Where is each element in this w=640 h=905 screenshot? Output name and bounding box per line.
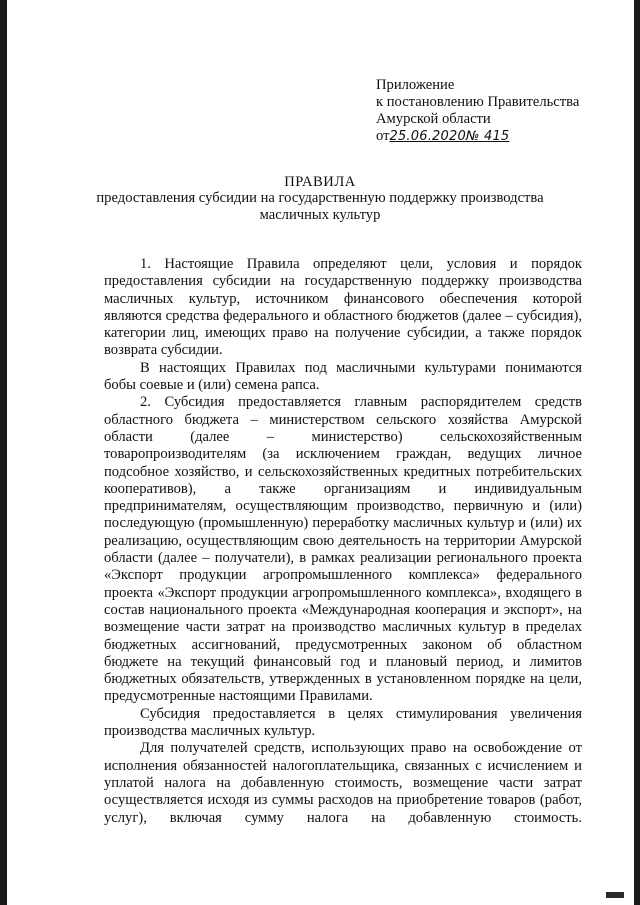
document-subtitle: предоставления субсидии на государственную поддержку производства масличных культур [96,190,544,223]
appendix-line-3: Амурской области [376,111,491,127]
appendix-line-2: к постановлению Правительства [376,94,580,110]
appendix-date-prefix: от [376,128,390,144]
paragraph-2: В настоящих Правилах под масличными культурами понимаются бобы соевые и (или) семена рапса. [104,359,582,394]
handwritten-date-number: 25.06.2020№ 415 [389,129,510,144]
appendix-line-1: Приложение [376,77,455,93]
paragraph-5: Для получателей средств, использующих право на освобождение от исполнения обязанностей налогоплательщика, связанных с исчислением и уплатой налога на добавленную стоимость, возмещение части затрат осуществляется исходя из суммы расходов на приобретение товаров (работ, услуг), включая сумму налога на добавленную стоимость. [104,740,582,826]
appendix-date-line [376,128,606,145]
appendix-header [376,77,606,145]
scan-artifact [606,892,624,898]
document-body [104,256,582,827]
paragraph-1: 1. Настоящие Правила определяют цели, условия и порядок предоставления субсидии на государственную поддержку производства масличных культур, источником финансового обеспечения которой являются средства федерального и областного бюджетов (далее – субсидия), категории лиц, имеющих право на получение субсидии, а также порядок возврата субсидии. [104,256,582,359]
paragraph-4: Субсидия предоставляется в целях стимулирования увеличения производства масличных культур. [104,705,582,740]
document-title: ПРАВИЛА [284,174,356,190]
scan-right-edge [634,0,640,905]
paragraph-3: 2. Субсидия предоставляется главным распорядителем средств областного бюджета – министерством сельского хозяйства Амурской области (далее – министерство) сельскохозяйственным товаропроизводителям (за исключением граждан, ведущих личное подсобное хозяйство, и сельскохозяйственных кредитных потребительских кооперативов), а также организациям и индивидуальным предпринимателям, осуществляющим производство, первичную и (или) последующую (промышленную) переработку масличных культур и (или) их реализацию, осуществляющим свою деятельность на территории Амурской области (далее – получатели), в рамках реализации регионального проекта «Экспорт продукции агропромышленного комплекса» федерального проекта «Экспорт продукции агропромышленного комплекса», входящего в состав национального проекта «Международная кооперация и экспорт», на возмещение части затрат на производство масличных культур в пределах бюджетных ассигнований, предусмотренных законом об областном бюджете на текущий финансовый год и плановый период, и лимитов бюджетных обязательств, утвержденных в установленном порядке на цели, предусмотренные настоящими Правилами. [104,394,582,705]
scan-left-edge [0,0,7,905]
